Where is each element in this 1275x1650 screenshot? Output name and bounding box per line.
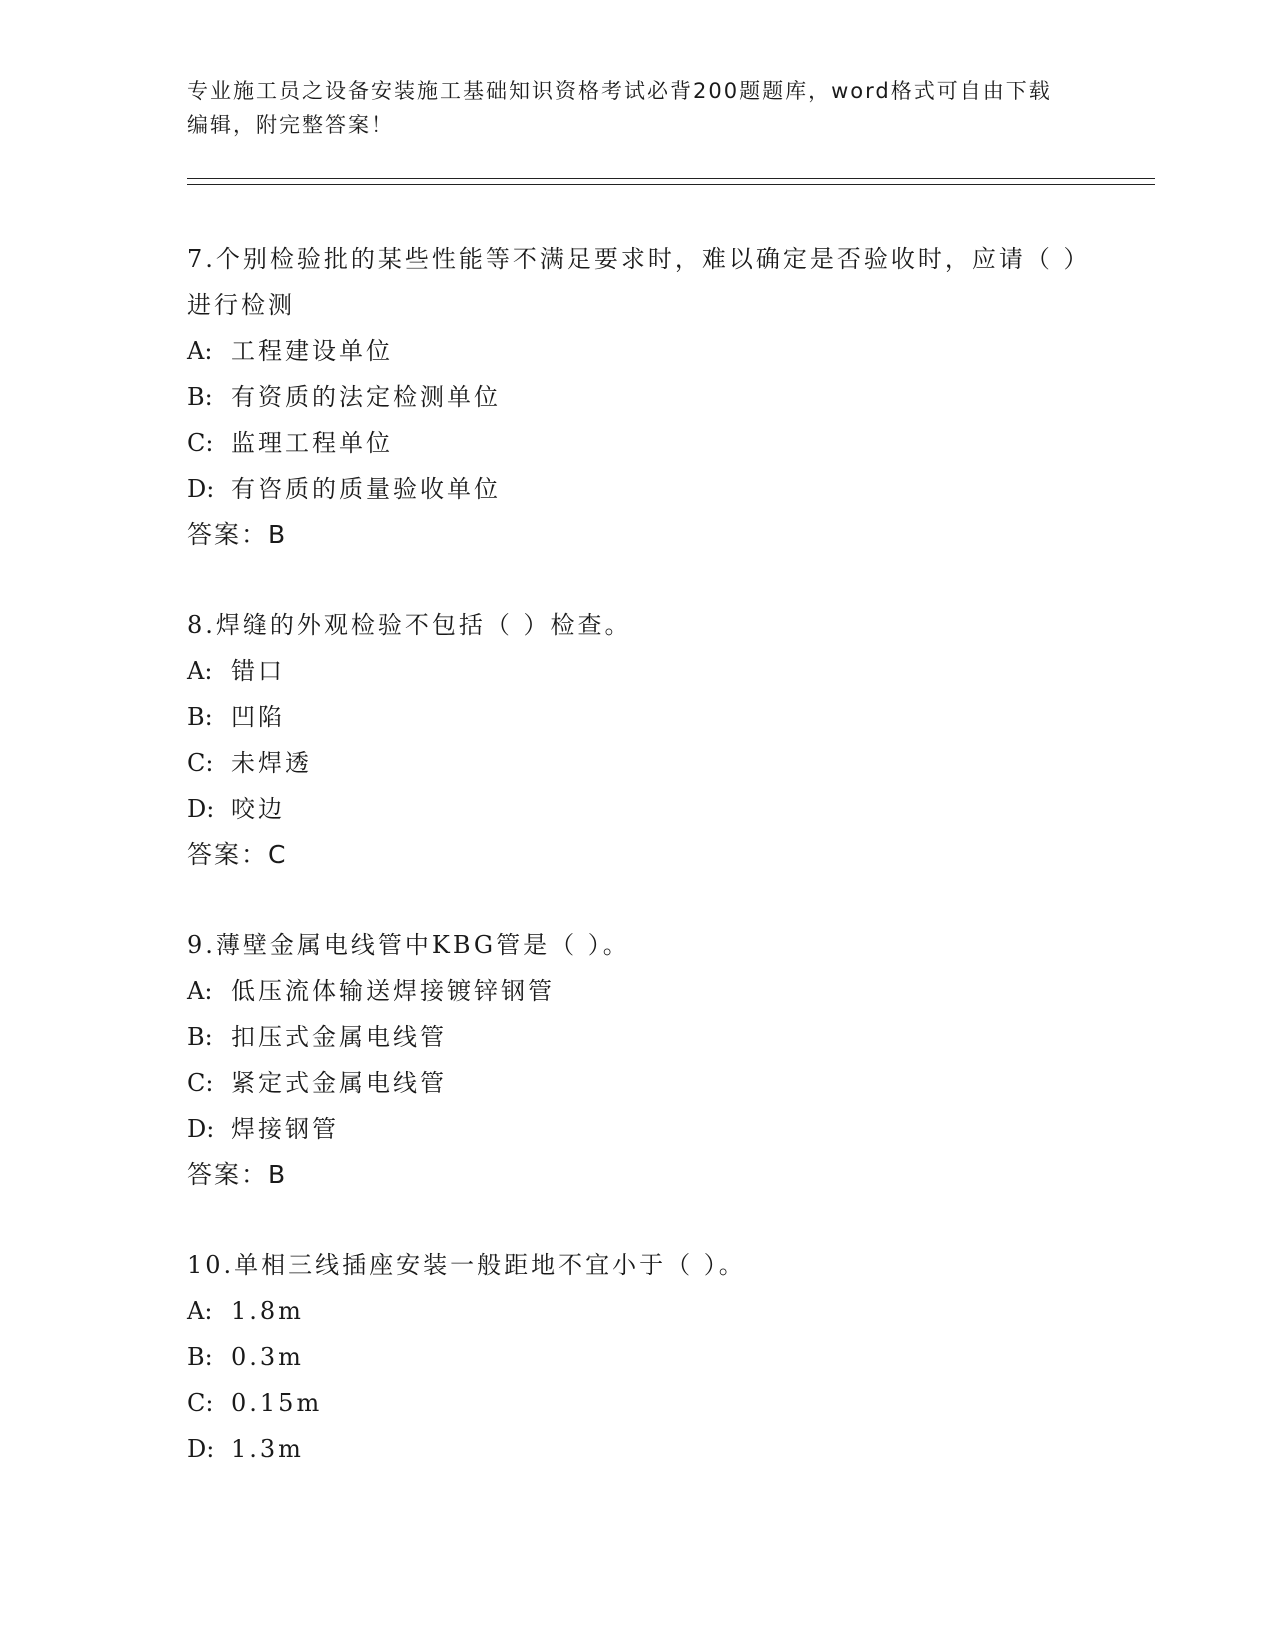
header-divider-top bbox=[187, 178, 1155, 179]
option-letter: B: bbox=[187, 383, 213, 411]
option-a bbox=[187, 1288, 1087, 1334]
option-letter: A: bbox=[187, 1297, 213, 1325]
option-letter: D: bbox=[187, 795, 215, 823]
answer-line: 答案：B bbox=[187, 1160, 288, 1189]
option-c bbox=[187, 420, 1087, 466]
option-a bbox=[187, 968, 1087, 1014]
option-text: 扣压式金属电线管 bbox=[231, 1023, 447, 1051]
option-d bbox=[187, 1426, 1087, 1472]
option-b bbox=[187, 694, 1087, 740]
option-text: 有资质的法定检测单位 bbox=[231, 383, 501, 411]
option-text: 紧定式金属电线管 bbox=[231, 1069, 447, 1097]
option-letter: D: bbox=[187, 1115, 215, 1143]
question-stem: 8.焊缝的外观检验不包括（ ）检查。 bbox=[187, 611, 632, 639]
question-7 bbox=[187, 236, 1087, 558]
option-letter: D: bbox=[187, 475, 215, 503]
spacer bbox=[187, 558, 1087, 602]
option-letter: C: bbox=[187, 749, 214, 777]
question-10 bbox=[187, 1242, 1087, 1472]
option-letter: B: bbox=[187, 703, 213, 731]
option-text: 0.15m bbox=[231, 1389, 323, 1417]
option-letter: D: bbox=[187, 1435, 215, 1463]
option-text: 有咨质的质量验收单位 bbox=[231, 475, 501, 503]
option-a bbox=[187, 648, 1087, 694]
spacer bbox=[187, 878, 1087, 922]
option-d bbox=[187, 466, 1087, 512]
spacer bbox=[187, 1198, 1087, 1242]
header-divider-bottom bbox=[187, 184, 1155, 185]
option-c bbox=[187, 1060, 1087, 1106]
answer-line: 答案：B bbox=[187, 520, 288, 549]
option-text: 错口 bbox=[231, 657, 285, 685]
document-header: 专业施工员之设备安装施工基础知识资格考试必背200题题库，word格式可自由下载编辑，附完整答案！ bbox=[187, 79, 1052, 137]
option-a bbox=[187, 328, 1087, 374]
option-text: 0.3m bbox=[231, 1343, 304, 1371]
option-text: 未焊透 bbox=[231, 749, 312, 777]
question-9 bbox=[187, 922, 1087, 1198]
option-letter: C: bbox=[187, 1389, 214, 1417]
option-c bbox=[187, 740, 1087, 786]
option-letter: C: bbox=[187, 1069, 214, 1097]
option-text: 1.8m bbox=[231, 1297, 304, 1325]
option-text: 凹陷 bbox=[231, 703, 285, 731]
option-d bbox=[187, 1106, 1087, 1152]
option-text: 焊接钢管 bbox=[231, 1115, 339, 1143]
option-letter: A: bbox=[187, 977, 213, 1005]
answer-line: 答案：C bbox=[187, 840, 288, 869]
option-c bbox=[187, 1380, 1087, 1426]
option-b bbox=[187, 1014, 1087, 1060]
option-letter: B: bbox=[187, 1023, 213, 1051]
option-text: 1.3m bbox=[231, 1435, 304, 1463]
option-letter: C: bbox=[187, 429, 214, 457]
option-letter: B: bbox=[187, 1343, 213, 1371]
option-text: 工程建设单位 bbox=[231, 337, 393, 365]
question-stem: 7.个别检验批的某些性能等不满足要求时，难以确定是否验收时，应请（ ）进行检测 bbox=[187, 245, 1079, 319]
option-b bbox=[187, 1334, 1087, 1380]
option-letter: A: bbox=[187, 337, 213, 365]
option-text: 咬边 bbox=[231, 795, 285, 823]
option-d bbox=[187, 786, 1087, 832]
question-stem: 10.单相三线插座安装一般距地不宜小于（ ）。 bbox=[187, 1251, 746, 1279]
question-8 bbox=[187, 602, 1087, 878]
option-b bbox=[187, 374, 1087, 420]
question-stem: 9.薄壁金属电线管中KBG管是（ ）。 bbox=[187, 931, 630, 959]
option-text: 监理工程单位 bbox=[231, 429, 393, 457]
option-text: 低压流体输送焊接镀锌钢管 bbox=[231, 977, 555, 1005]
option-letter: A: bbox=[187, 657, 213, 685]
question-list bbox=[187, 236, 1087, 1472]
